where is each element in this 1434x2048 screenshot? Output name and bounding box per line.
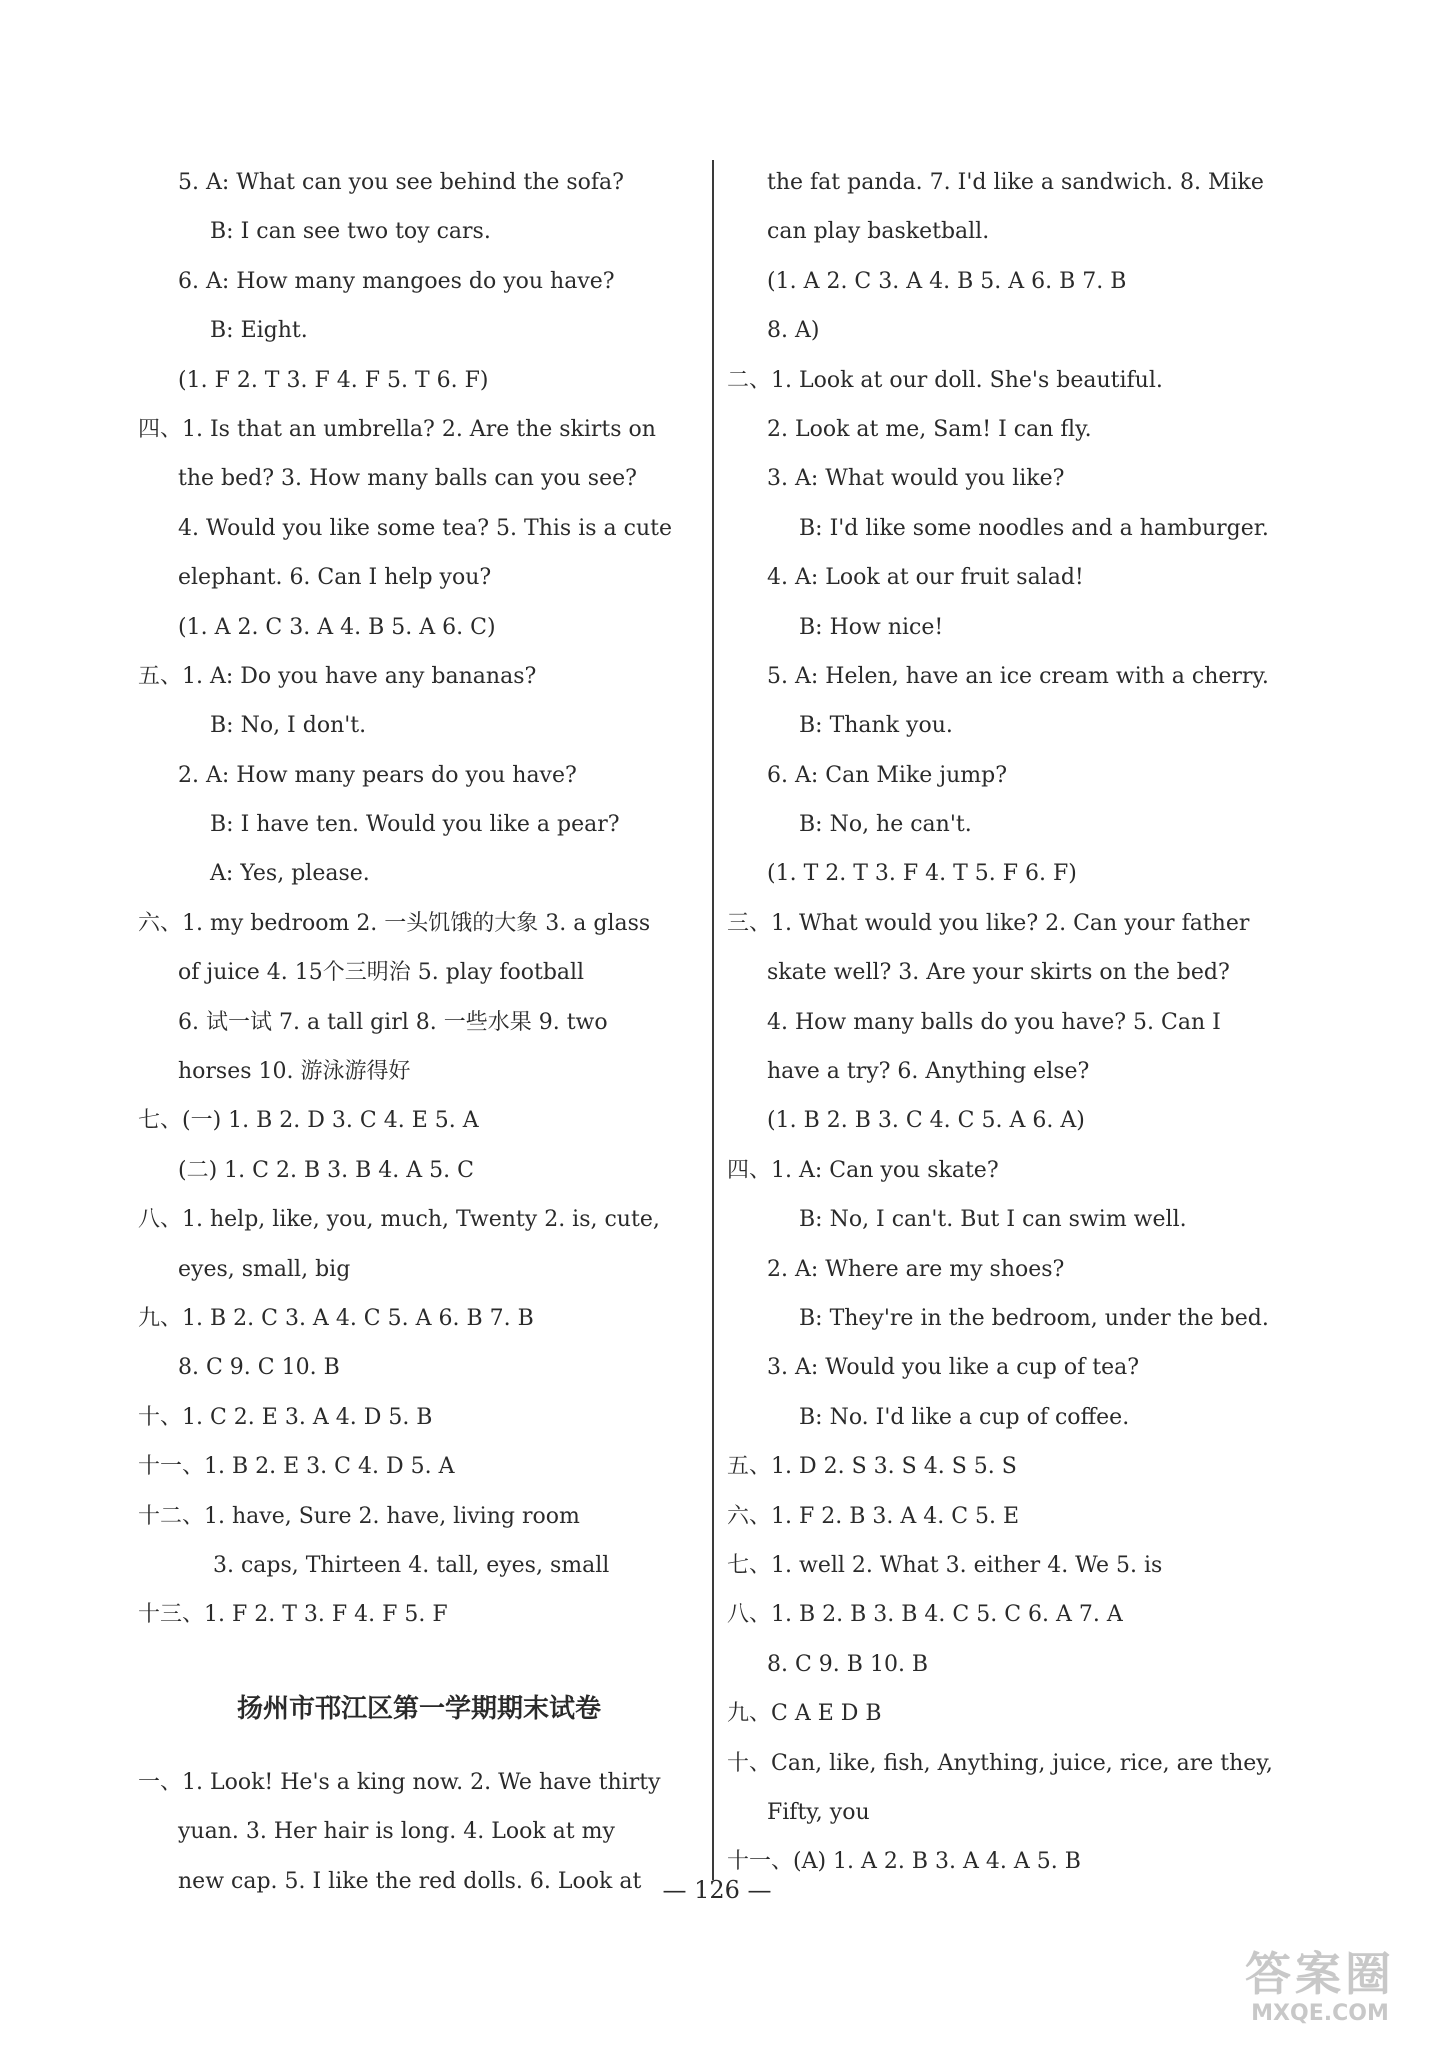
answer-line: (1. T 2. T 3. F 4. T 5. F 6. F) [767, 861, 1077, 887]
answer-line: 十三、1. F 2. T 3. F 4. F 5. F [138, 1602, 448, 1628]
answer-line: 九、1. B 2. C 3. A 4. C 5. A 6. B 7. B [138, 1305, 534, 1331]
answer-line: 十一、1. B 2. E 3. C 4. D 5. A [138, 1454, 455, 1480]
answer-line: yuan. 3. Her hair is long. 4. Look at my [178, 1819, 615, 1845]
answer-line: 五、1. D 2. S 3. S 4. S 5. S [727, 1454, 1017, 1480]
watermark-text: 答案圈 [1245, 1947, 1395, 2001]
answer-line: 八、1. B 2. B 3. B 4. C 5. C 6. A 7. A [727, 1602, 1123, 1628]
answer-line: the bed? 3. How many balls can you see? [178, 466, 637, 492]
answer-line: (1. F 2. T 3. F 4. F 5. T 6. F) [178, 367, 489, 393]
answer-line: 5. A: Helen, have an ice cream with a cherry. [767, 663, 1269, 689]
page-number: — 126 — [662, 1876, 772, 1904]
answer-line: B: No, I don't. [210, 713, 367, 739]
watermark-logo [1230, 1948, 1410, 2038]
answer-line: (二) 1. C 2. B 3. B 4. A 5. C [178, 1157, 474, 1183]
answer-line: skate well? 3. Are your skirts on the bed? [767, 960, 1230, 986]
answer-line: 4. Would you like some tea? 5. This is a cute [178, 515, 672, 541]
answer-line: 十二、1. have, Sure 2. have, living room [138, 1503, 580, 1529]
answer-line: 2. A: How many pears do you have? [178, 762, 577, 788]
answer-line: 6. 试一试 7. a tall girl 8. 一些水果 9. two [178, 1009, 608, 1035]
answer-line: 七、1. well 2. What 3. either 4. We 5. is [727, 1552, 1163, 1578]
answer-line: 4. How many balls do you have? 5. Can I [767, 1009, 1221, 1035]
answer-line: 6. A: How many mangoes do you have? [178, 268, 615, 294]
answer-line: 4. A: Look at our fruit salad! [767, 565, 1084, 591]
answer-line: B: No, he can't. [799, 812, 972, 838]
column-divider [712, 160, 714, 1880]
answer-line: elephant. 6. Can I help you? [178, 565, 492, 591]
answer-line: B: I have ten. Would you like a pear? [210, 812, 620, 838]
answer-line: B: No. I'd like a cup of coffee. [799, 1404, 1130, 1430]
answer-line: have a try? 6. Anything else? [767, 1059, 1090, 1085]
answer-line: 五、1. A: Do you have any bananas? [138, 663, 537, 689]
answer-line: B: Eight. [210, 318, 308, 344]
answer-line: can play basketball. [767, 219, 990, 245]
answer-line: 2. Look at me, Sam! I can fly. [767, 416, 1092, 442]
right-column [727, 158, 1302, 1887]
answer-line: (1. B 2. B 3. C 4. C 5. A 6. A) [767, 1108, 1085, 1134]
answer-line: Fifty, you [767, 1799, 870, 1825]
answer-line: 8. C 9. C 10. B [178, 1355, 340, 1381]
answer-line: 九、C A E D B [727, 1701, 882, 1727]
answer-line: 十、Can, like, fish, Anything, juice, rice, are they, [727, 1750, 1273, 1776]
answer-line: 一、1. Look! He's a king now. 2. We have thirty [138, 1769, 661, 1795]
answer-line: of juice 4. 15个三明治 5. play football [178, 960, 585, 986]
answer-line: eyes, small, big [178, 1256, 351, 1282]
answer-line: 3. caps, Thirteen 4. tall, eyes, small [213, 1552, 610, 1578]
answer-line: B: They're in the bedroom, under the bed. [799, 1305, 1269, 1331]
answer-line: 3. A: Would you like a cup of tea? [767, 1355, 1140, 1381]
answer-line: the fat panda. 7. I'd like a sandwich. 8. Mike [767, 170, 1264, 195]
watermark-url: MXQE.COM [1251, 2001, 1389, 2026]
answer-line: 6. A: Can Mike jump? [767, 762, 1008, 788]
answer-line: 二、1. Look at our doll. She's beautiful. [727, 367, 1163, 393]
left-column [138, 158, 700, 1906]
answer-line: 5. A: What can you see behind the sofa? [178, 170, 624, 195]
answer-line: 六、1. my bedroom 2. 一头饥饿的大象 3. a glass [138, 910, 651, 936]
answer-line: 十一、(A) 1. A 2. B 3. A 4. A 5. B [727, 1849, 1081, 1875]
answer-line: 四、1. A: Can you skate? [727, 1157, 999, 1183]
answer-line: 3. A: What would you like? [767, 466, 1065, 492]
answer-line: (1. A 2. C 3. A 4. B 5. A 6. C) [178, 614, 496, 640]
answer-line: 8. C 9. B 10. B [767, 1651, 929, 1677]
section-title: 扬州市邗江区第一学期期末试卷 [236, 1693, 601, 1724]
answer-line: horses 10. 游泳游得好 [178, 1059, 411, 1085]
answer-line: 三、1. What would you like? 2. Can your father [727, 910, 1250, 936]
answer-line: A: Yes, please. [210, 861, 370, 887]
answer-line: 七、(一) 1. B 2. D 3. C 4. E 5. A [138, 1108, 479, 1134]
answer-line: B: How nice! [799, 614, 944, 640]
answer-line: 四、1. Is that an umbrella? 2. Are the skirts on [138, 416, 656, 442]
answer-line: B: Thank you. [799, 713, 953, 739]
answer-line: B: I'd like some noodles and a hamburger. [799, 515, 1269, 541]
answer-line: 2. A: Where are my shoes? [767, 1256, 1065, 1282]
answer-line: B: I can see two toy cars. [210, 219, 491, 245]
answer-line: 六、1. F 2. B 3. A 4. C 5. E [727, 1503, 1020, 1529]
answer-line: 8. A) [767, 318, 820, 344]
answer-line: B: No, I can't. But I can swim well. [799, 1207, 1187, 1233]
answer-line: new cap. 5. I like the red dolls. 6. Look at [178, 1868, 642, 1894]
answer-line: 十、1. C 2. E 3. A 4. D 5. B [138, 1404, 433, 1430]
answer-line: (1. A 2. C 3. A 4. B 5. A 6. B 7. B [767, 268, 1127, 294]
answer-line: 八、1. help, like, you, much, Twenty 2. is, cute, [138, 1207, 660, 1233]
